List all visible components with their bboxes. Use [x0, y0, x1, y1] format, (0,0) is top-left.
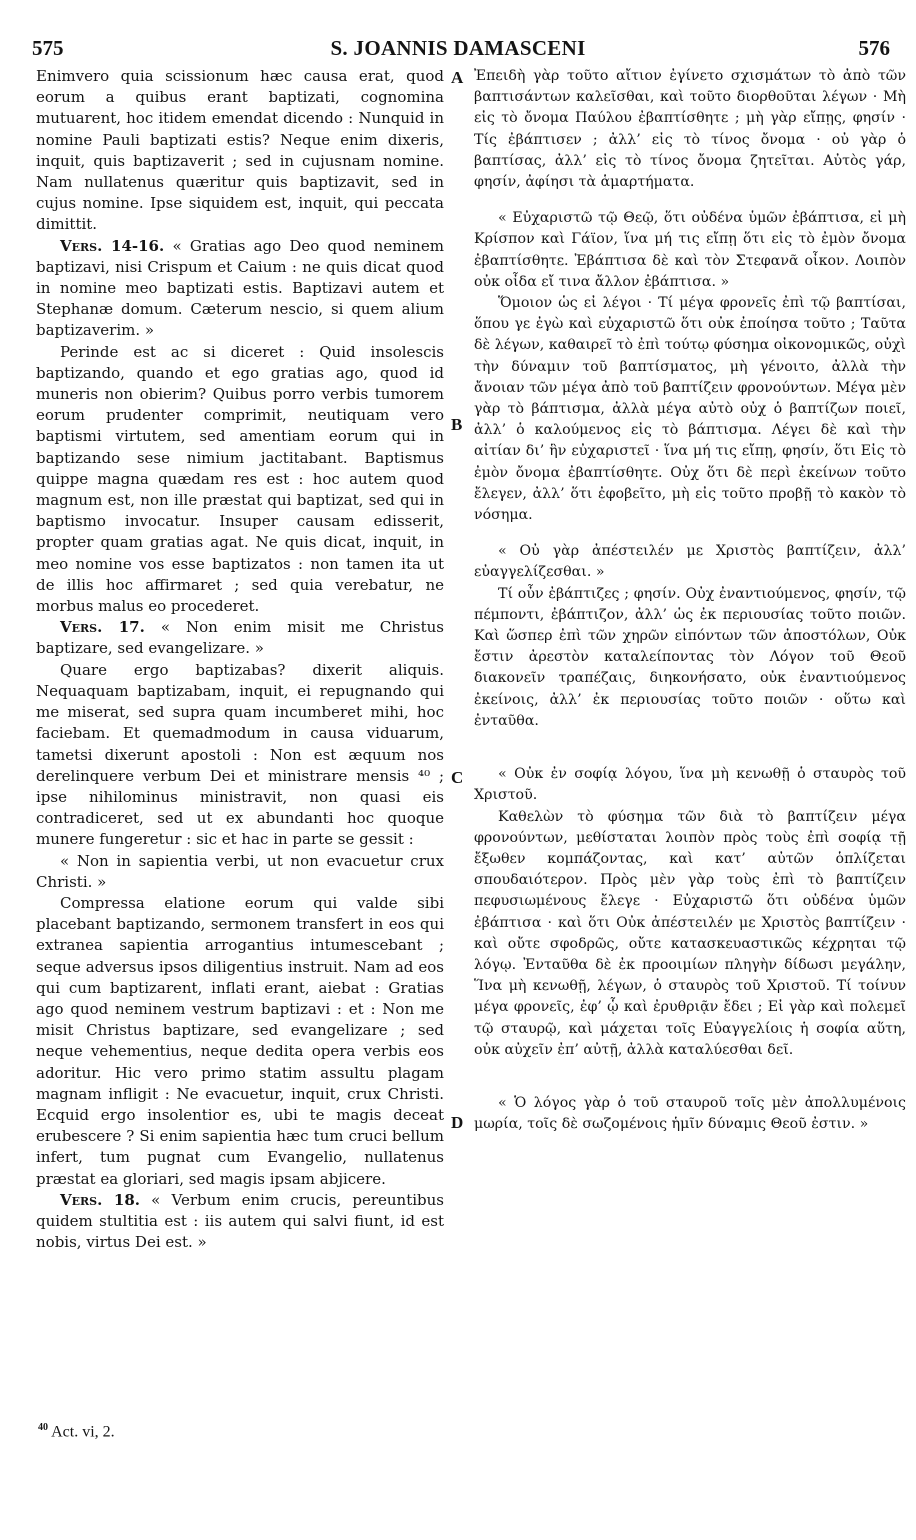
margin-marker-a: A: [451, 68, 464, 87]
latin-paragraph-4: [36, 617, 444, 659]
verse-label-17: Vers. 17.: [60, 618, 145, 637]
latin-paragraph-5: Quare ergo baptizabas? dixerit aliquis. Nequaquam baptizabam, inquit, ei repugnando qui me miserat, sed supra quam incumberet mihi, hoc faciebam. Et quemadmodum in causa viduarum, tametsi dixerunt apostoli : Non est æquum nos derelinquere verbum Dei et ministrare mensis ⁴⁰ ; ipse nihilominus ministravit, non quasi eis contradiceret, sed ut ex abundanti hoc quoque munere fungeretur : sic et hac in parte se gessit :: [36, 660, 444, 849]
latin-paragraph-6: « Non in sapientia verbi, ut non evacuetur crux Christi. »: [36, 851, 444, 891]
right-page-number: 576: [858, 36, 890, 60]
greek-paragraph-7: Καθελὼν τὸ φύσημα τῶν διὰ τὸ βαπτίζειν μέγα φρονούντων, μεθίσταται λοιπὸν πρὸς τοὺς ἐπὶ σοφίᾳ τῇ ἔξωθεν κομπάζοντας, καὶ κατ’ αὐτῶν ὁπλίζεται σπουδαιότερον. Πρὸς μὲν γὰρ τοὺς ἐπὶ τὸ βαπτίζειν πεφυσιωμένους ἔλεγε · Εὐχαριστῶ ὅτι οὐδένα ὑμῶν ἐβάπτισα · καὶ ὅτι Οὐκ ἀπέστειλέν με Χριστὸς βαπτίζειν · καὶ οὔτε σφοδρῶς, οὔτε κατασκευαστικῶς κέχρηται τῷ λόγῳ. Ἐνταῦθα δὲ ἐκ προοιμίων πληγὴν δίδωσι μεγάλην, Ἵνα μὴ κενωθῇ, λέγων, ὁ σταυρὸς τοῦ Χριστοῦ. Τί τοίνυν μέγα φρονεῖς, ἐφ’ ᾧ καὶ ἐρυθριᾷν ἔδει ; Εἰ γὰρ καὶ πολεμεῖ τῷ σταυρῷ, καὶ μάχεται τοῖς Εὐαγγελίοις ἡ σοφία αὕτη, οὐκ αὐχεῖν ἐπ’ αὐτῇ, ἀλλὰ καταλύεσθαι δεῖ.: [474, 808, 906, 1058]
verse-label-18: Vers. 18.: [60, 1190, 141, 1209]
latin-verse-text-17: « Non enim misit me Christus baptizare, sed evangelizare. »: [36, 618, 444, 658]
greek-column: [474, 66, 906, 1135]
left-page-number: 575: [32, 36, 64, 60]
latin-paragraph-2: [36, 236, 444, 342]
greek-paragraph-1: Ἐπειδὴ γὰρ τοῦτο αἴτιον ἐγίνετο σχισμάτων τὸ ἀπὸ τῶν βαπτισάντων καλεῖσθαι, καὶ τοῦτο διορθοῦται λέγων · Μὴ εἰς τὸ ὄνομα Παύλου ἐβαπτίσθητε ; μὴ γὰρ εἴπῃς, φησίν · Τίς ἐβάπτισεν ; ἀλλ’ εἰς τὸ τίνος ὄνομα · οὐ γὰρ ὁ βαπτίσας, ἀλλ’ εἰς τὸ τίνος ὄνομα ζητεῖται. Αὐτὸς γάρ, φησίν, ἀφίησι τὰ ἁμαρτήματα.: [474, 68, 906, 191]
margin-marker-c: C: [451, 768, 464, 787]
running-header: [26, 32, 890, 64]
latin-verse-text-14-16: « Gratias ago Deo quod neminem baptizavi, nisi Crispum et Caium : ne quis dicat quod in nomine meo baptizati estis. Baptizavi autem et Stephanæ domum. Cæterum nescio, si quem alium baptizaverim. »: [36, 236, 444, 340]
greek-paragraph-4: « Οὐ γὰρ ἀπέστειλέν με Χριστὸς βαπτίζειν, ἀλλ’ εὐαγγελίζεσθαι. »: [474, 543, 906, 581]
margin-marker-b: B: [451, 415, 463, 434]
margin-marker-d: D: [451, 1113, 464, 1132]
greek-paragraph-3: Ὅμοιον ὡς εἰ λέγοι · Τί μέγα φρονεῖς ἐπὶ τῷ βαπτίσαι, ὅπου γε ἐγὼ καὶ εὐχαριστῶ ὅτι οὐκ ἐποίησα τοῦτο ; Ταῦτα δὲ λέγων, καθαιρεῖ τὸ ἐπὶ τούτῳ φύσημα οἰκονομικῶς, οὐχὶ τὴν δύναμιν τοῦ βαπτίσματος, μὴ γένοιτο, ἀλλὰ τὴν ἄνοιαν τῶν μέγα ἀπὸ τοῦ βαπτίζειν φρονούντων. Μέγα μὲν γὰρ τὸ βάπτισμα, ἀλλὰ μέγα αὐτὸ οὐχ ὁ βαπτίζων ποιεῖ, ἀλλ’ ὁ καλούμενος εἰς τὸ βάπτισμα. Λέγει δὲ καὶ τὴν αἰτίαν δι’ ἣν εὐχαριστεῖ · ἵνα μή τις εἴπῃ, φησίν, ὅτι Εἰς τὸ ἐμὸν ὄνομα ἐβαπτίσθητε. Οὐχ ὅτι δὲ περὶ ἐκείνων τοῦτο ἔλεγεν, ἀλλ’ ὅτι ἐφοβεῖτο, μὴ εἰς τοῦτο προβῇ τὸ κακὸν τὸ νόσημα.: [474, 295, 906, 524]
latin-paragraph-8: [36, 1190, 444, 1254]
running-title: S. JOANNIS DAMASCENI: [330, 36, 586, 60]
greek-paragraph-6: « Οὐκ ἐν σοφίᾳ λόγου, ἵνα μὴ κενωθῇ ὁ σταυρὸς τοῦ Χριστοῦ.: [474, 766, 906, 804]
footnote-text: Act. vi, 2.: [51, 1423, 115, 1441]
footnote-mark: 40: [38, 1422, 48, 1433]
greek-paragraph-8: « Ὁ λόγος γὰρ ὁ τοῦ σταυροῦ τοῖς μὲν ἀπολλυμένοις μωρία, τοῖς δὲ σωζομένοις ἡμῖν δύναμις Θεοῦ ἐστιν. »: [474, 1094, 906, 1133]
footnote: [38, 1422, 115, 1441]
greek-paragraph-5: Τί οὖν ἐβάπτιζες ; φησίν. Οὐχ ἐναντιούμενος, φησίν, τῷ πέμποντι, ἐβάπτιζον, ἀλλ’ ὡς ἐκ περιουσίας τοῦτο ποιῶν. Καὶ ὥσπερ ἐπὶ τῶν χηρῶν εἰπόντων τῶν ἀποστόλων, Οὐκ ἔστιν ἀρεστὸν καταλείποντας τὸν Λόγον τοῦ Θεοῦ διακονεῖν τραπέζαις, διηκονήσατο, οὐκ ἐναντιούμενος ἐκείνοις, ἀλλ’ ἐκ περιουσίας τοῦτο ποιῶν · οὕτω καὶ ἐνταῦθα.: [474, 585, 906, 729]
latin-paragraph-7: Compressa elatione eorum qui valde sibi placebant baptizando, sermonem transfert in eos qui extranea sapientia arrogantius intumescebant ; seque adversus ipsos diligentius instruit. Nam ad eos qui cum baptizarent, inflati erant, aiebat : Gratias ago quod neminem vestrum baptizavi : et : Non me misit Christus baptizare, sed evangelizare ; sed neque vehementius, neque dedita opera verbis eos adoritur. Hic vero primo statim assultu plagam magnam infligit : Ne evacuetur, inquit, crux Christi. Ecquid ergo insolentior es, ubi te magis deceat erubescere ? Si enim sapientia hæc tum cruci bellum infert, tum pugnat cum Evangelio, nullatenus præstat ea gloriari, sed magis ipsam abjicere.: [36, 893, 444, 1188]
verse-label-14-16: Vers. 14-16.: [60, 236, 165, 255]
latin-column: [36, 66, 444, 1253]
latin-verse-text-18: « Verbum enim crucis, pereuntibus quidem stultitia est : iis autem qui salvi fiunt, id est nobis, virtus Dei est. »: [36, 1190, 444, 1252]
latin-paragraph-3: Perinde est ac si diceret : Quid insolescis baptizando, quando et ego gratias ago, quod id muneris non obierim? Quibus porro verbis tumorem eorum prudenter comprimit, neutiquam vero baptismi virtutem, sed amentiam eorum qui in baptizando sese nimium jactitabant. Baptismus quippe magna quædam res est : hoc autem quod magnum est, non ille præstat qui baptizat, sed qui in baptismo invocatur. Insuper causam edisserit, propter quam gratias agat. Ne quis dicat, inquit, in meo nomine vos esse baptizatos : non tamen ita ut de illis hoc affirmaret ; sed quia verebatur, ne morbus malus eo procederet.: [36, 342, 444, 616]
latin-paragraph-1: Enimvero quia scissionum hæc causa erat, quod eorum a quibus erant baptizati, cognomina mutuarent, hoc itidem emendat dicendo : Nunquid in nomine Pauli baptizati estis? Neque enim dixeris, inquit, quis baptizaverit ; sed in cujusnam nomine. Nam nullatenus quæritur quis baptizavit, sed in cujus nomine. Ipse siquidem est, inquit, qui peccata dimittit.: [36, 67, 444, 234]
greek-paragraph-2: « Εὐχαριστῶ τῷ Θεῷ, ὅτι οὐδένα ὑμῶν ἐβάπτισα, εἰ μὴ Κρίσπον καὶ Γάϊον, ἵνα μή τις εἴπῃ ὅτι εἰς τὸ ἐμὸν ὄνομα ἐβαπτίσθητε. Ἐβάπτισα δὲ καὶ τὸν Στεφανᾶ οἶκον. Λοιπὸν οὐκ οἶδα εἴ τινα ἄλλον ἐβάπτισα. »: [474, 210, 906, 290]
